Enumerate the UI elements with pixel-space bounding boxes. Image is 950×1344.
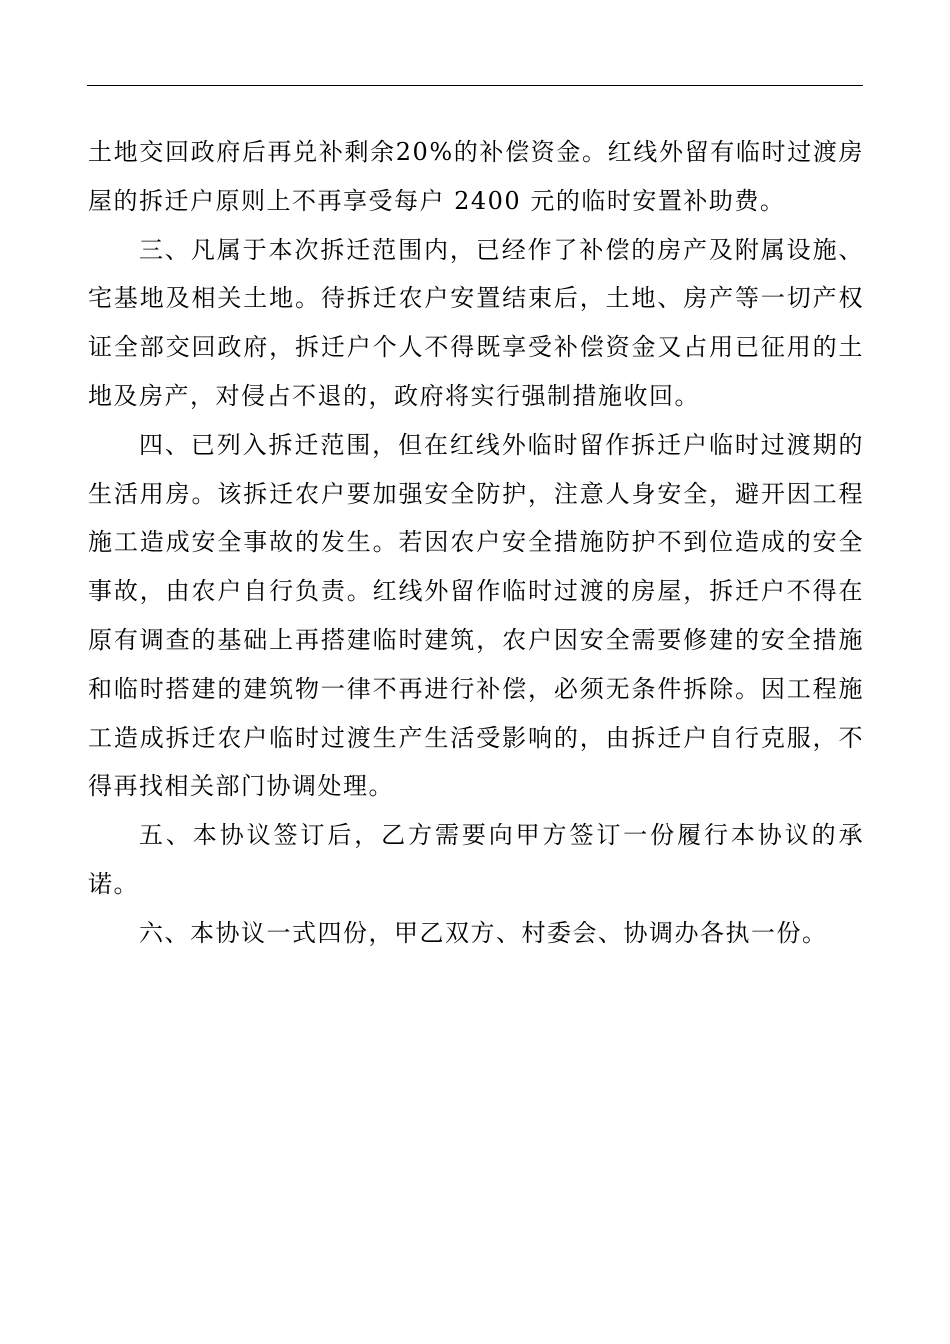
paragraph-clause-6: 六、本协议一式四份，甲乙双方、村委会、协调办各执一份。 [139,918,828,947]
paragraph-clause-3: 三、凡属于本次拆迁范围内，已经作了补偿的房产及附属设施、宅基地及相关土地。待拆迁农户安置结束后，土地、房产等一切产权证全部交回政府，拆迁户个人不得既享受补偿资金又占用已征用的土地及房产，对侵占不退的，政府将实行强制措施收回。 [88,235,864,410]
paragraph-clause-4: 四、已列入拆迁范围，但在红线外临时留作拆迁户临时过渡期的生活用房。该拆迁农户要加强安全防护，注意人身安全，避开因工程施工造成安全事故的发生。若因农户安全措施防护不到位造成的安全事故，由农户自行负责。红线外留作临时过渡的房屋，拆迁户不得在原有调查的基础上再搭建临时建筑，农户因安全需要修建的安全措施和临时搭建的建筑物一律不再进行补偿，必须无条件拆除。因工程施工造成拆迁农户临时过渡生产生活受影响的，由拆迁户自行克服，不得再找相关部门协调处理。 [88,430,864,801]
document-body [88,128,864,958]
paragraph-continuation: 土地交回政府后再兑补剩余20%的补偿资金。红线外留有临时过渡房屋的拆迁户原则上不再享受每户 2400 元的临时安置补助费。 [88,138,864,215]
header-rule [87,85,863,86]
paragraph-clause-5: 五、本协议签订后，乙方需要向甲方签订一份履行本协议的承诺。 [88,821,864,898]
